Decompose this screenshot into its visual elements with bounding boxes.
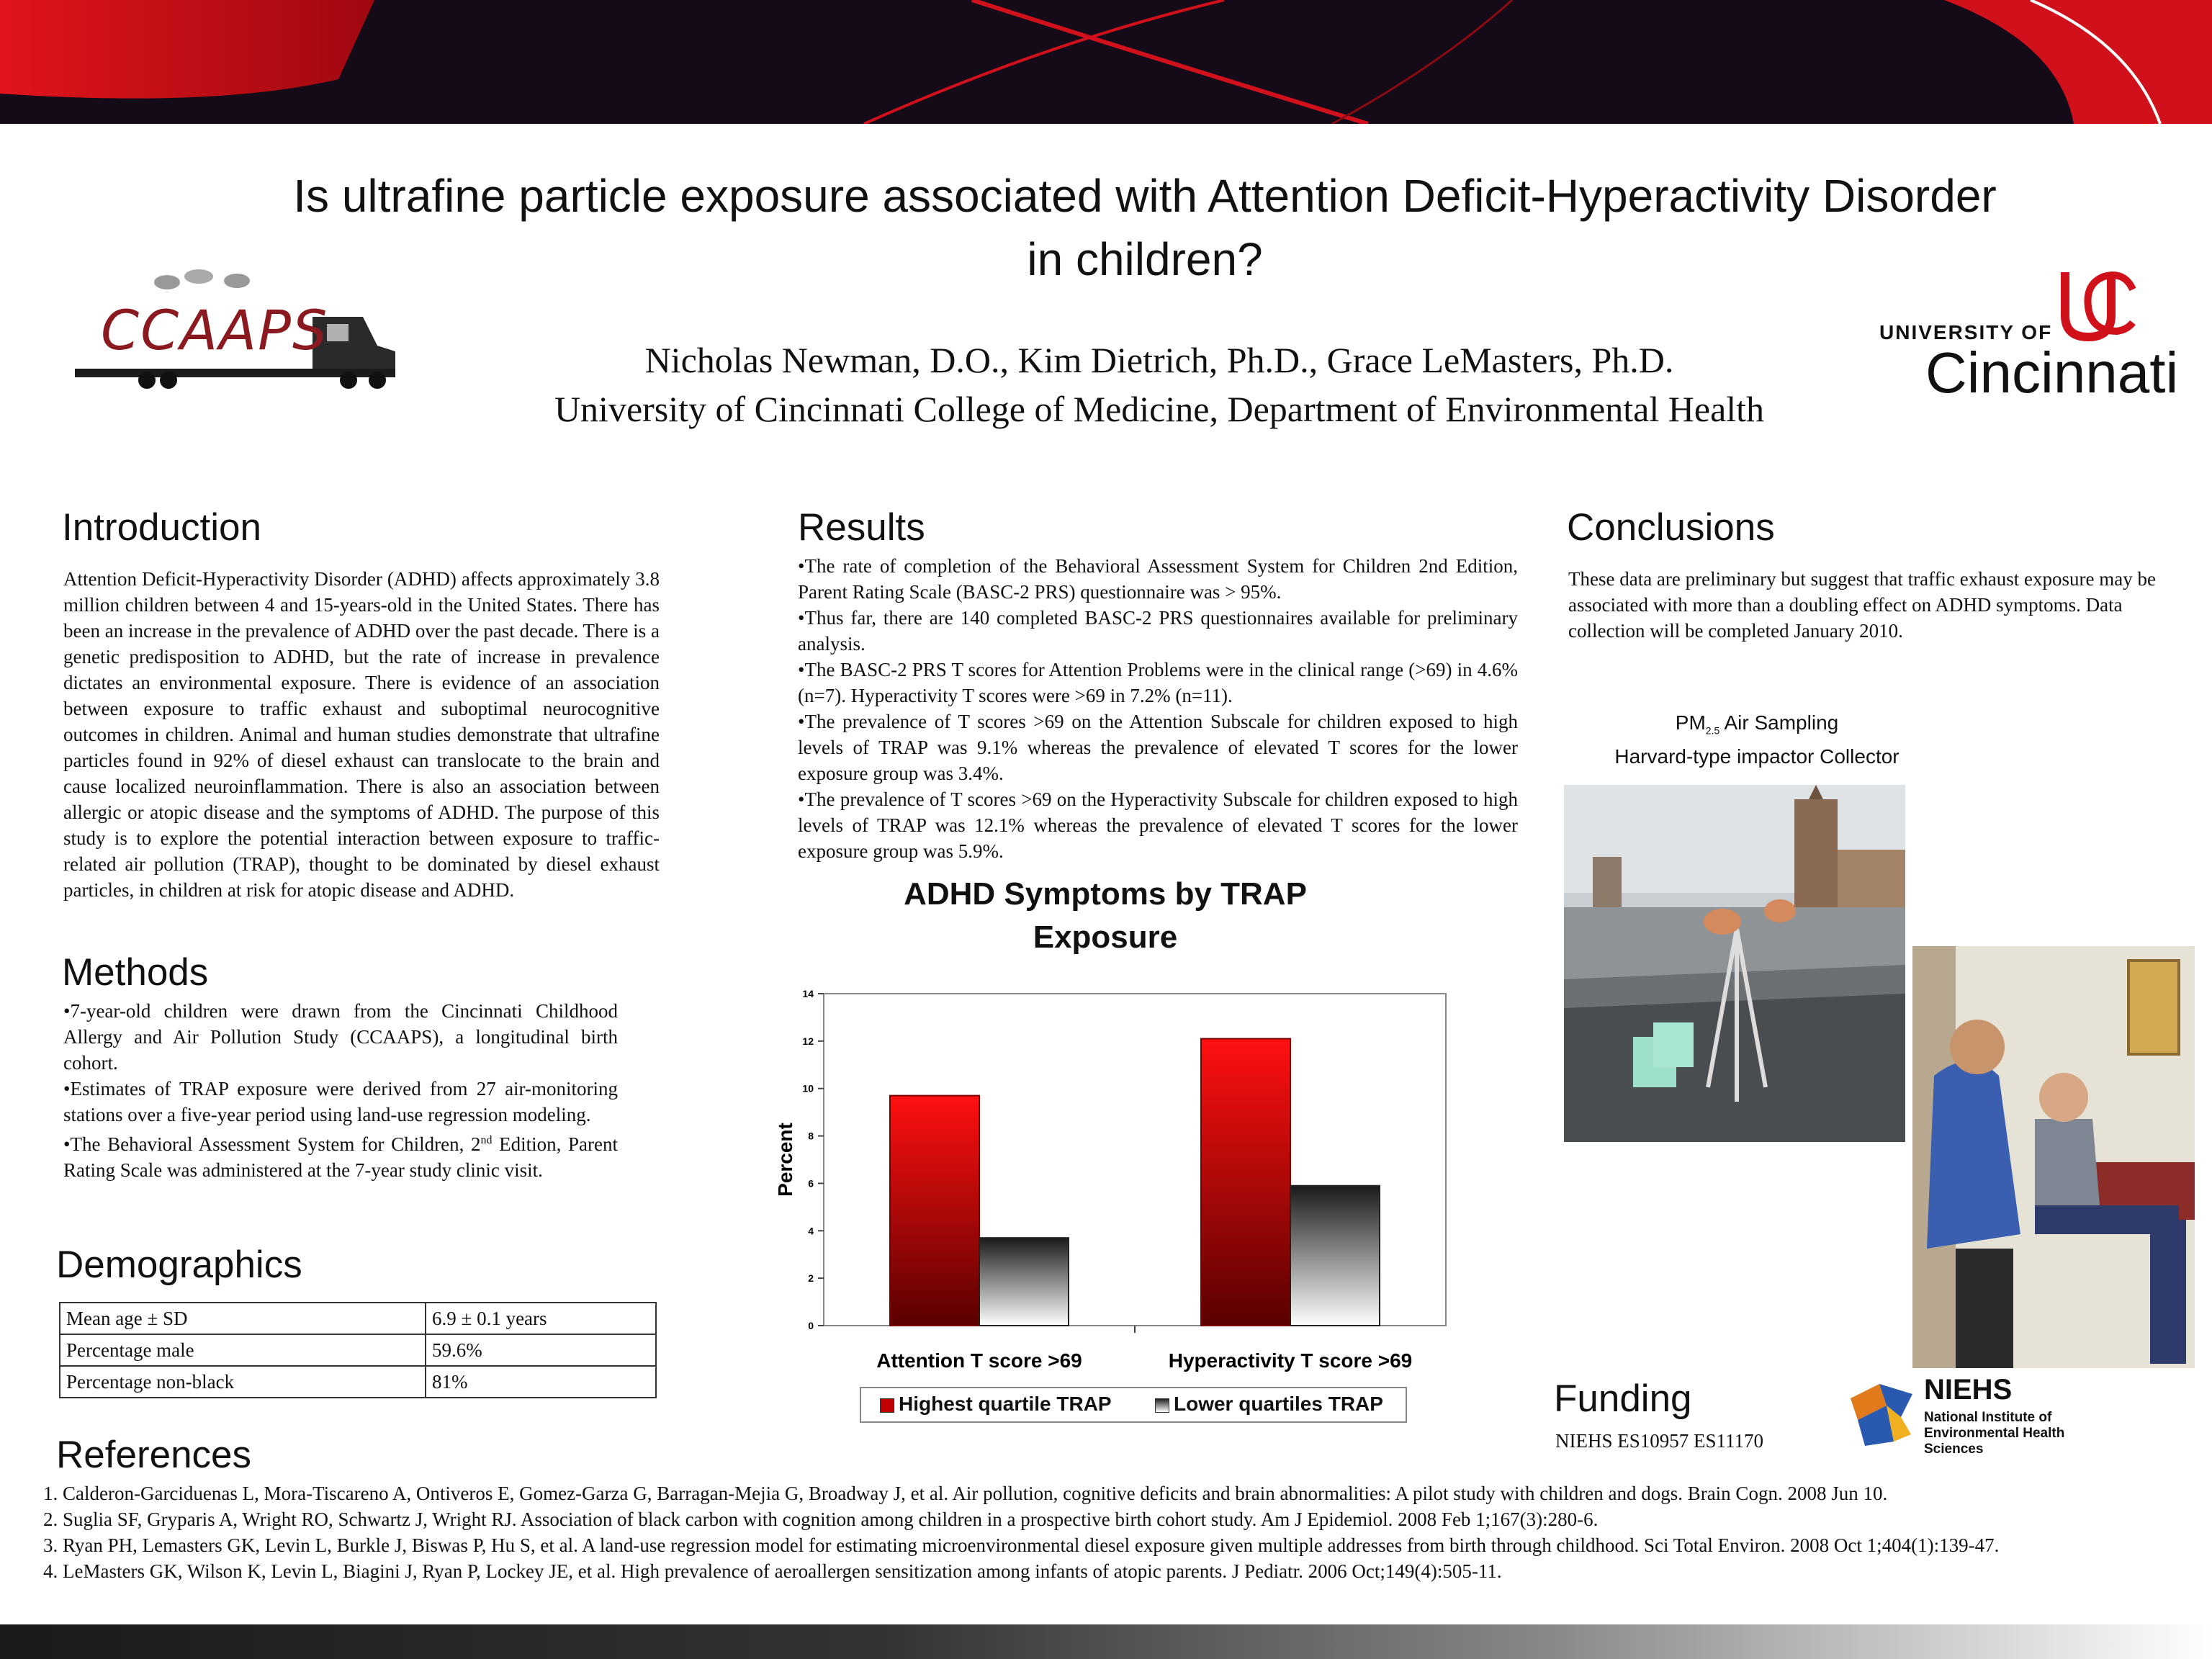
chart-title: ADHD Symptoms by TRAP Exposure <box>904 876 1307 955</box>
results-bullet: •The rate of completion of the Behavioral Assessment System for Children 2nd Edition, Parent Rating Scale (BASC-2 PRS) questionnaire was > 95%. <box>798 555 1518 603</box>
methods-bullet: •Estimates of TRAP exposure were derived from 27 air-monitoring stations over a five-year period using land-use regression modeling. <box>63 1078 618 1125</box>
table-row <box>60 1366 656 1398</box>
authors: Nicholas Newman, D.O., Kim Dietrich, Ph.D., Grace LeMasters, Ph.D. <box>644 340 1674 380</box>
methods-bullet: •7-year-old children were drawn from the Cincinnati Childhood Allergy and Air Pollution Study (CCAAPS), a longitudinal birth cohort. <box>63 1000 618 1074</box>
table-cell: Mean age ± SD <box>60 1303 426 1334</box>
table-cell: Percentage non-black <box>60 1366 426 1398</box>
introduction-text: Attention Deficit-Hyperactivity Disorder (ADHD) affects approximately 3.8 million children between 4 and 15-years-old in the United States. There has been an increase in the prevalence of ADHD over the past decade. There is a genetic predisposition to ADHD, but the rate of increase in prevalence dictates an environmental exposure. There is evidence of an association between exposure to traffic exhaust and suboptimal neurocognitive outcomes in children. Animal and human studies demonstrate that ultrafine particles found in 92% of diesel exhaust can translocate to the brain and cause localized neuroinflammation. There is also an association between allergic or atopic disease and the symptoms of ADHD. The purpose of this study is to explore the potential interaction between exposure to traffic-related air pollution (TRAP), thought to be dominated by diesel exhaust particles, in children at risk for atopic disease and ADHD. <box>63 568 660 901</box>
air-sampler-image <box>1564 785 1905 1142</box>
legend-swatch-highest <box>880 1398 894 1413</box>
results-list <box>798 553 1518 864</box>
bar-lower-quartiles <box>1290 1186 1380 1326</box>
uc-logo-top: UNIVERSITY OF <box>1879 321 2053 343</box>
y-tick-label: 2 <box>808 1272 814 1285</box>
methods-bullet: •The Behavioral Assessment System for Children, 2nd Edition, Parent Rating Scale was administered at the 7-year study clinic visit. <box>63 1133 618 1181</box>
reference-item: 3. Ryan PH, Lemasters GK, Levin L, Burkle J, Biswas P, Hu S, et al. A land-use regression model for estimating microenvironmental diesel exposure given multiple addresses from birth through childhood. Sci Total Environ. 2008 Oct 1;404(1):139-47. <box>43 1534 2000 1556</box>
references-heading: References <box>56 1434 252 1476</box>
demographics-heading: Demographics <box>56 1244 302 1286</box>
photo-caption: $PM_{2.5}$ Air Sampling Harvard-type impactor Collector <box>1614 711 1899 768</box>
affiliation: University of Cincinnati College of Medicine, Department of Environmental Health <box>554 389 1765 429</box>
reference-item: 4. LeMasters GK, Wilson K, Levin L, Biagini J, Ryan P, Lockey JE, et al. High prevalence of aeroallergen sensitization among infants of atopic parents. J Pediatr. 2006 Oct;149(4):505-11. <box>43 1560 1502 1582</box>
references-list <box>43 1480 2175 1584</box>
x-category-label: Attention T score >69 <box>876 1349 1082 1372</box>
poster-title: Is ultrafine particle exposure associated with Attention Deficit-Hyperactivity Disorder in children? <box>293 170 1997 285</box>
ccaaps-logo <box>75 266 399 396</box>
header-banner <box>0 0 2212 124</box>
niehs-line1: National Institute of <box>1924 1410 2052 1425</box>
y-tick-label: 12 <box>802 1035 814 1047</box>
niehs-line2: Environmental Health Sciences <box>1924 1426 2065 1457</box>
demographics-table <box>59 1302 657 1398</box>
clinic-photo <box>1912 946 2195 1368</box>
results-bullet: •The prevalence of T scores >69 on the Attention Subscale for children exposed to high levels of TRAP was 9.1% whereas the prevalence of elevated T scores for the lower exposure group was 3.4%. <box>798 711 1518 784</box>
results-bullet: •The prevalence of T scores >69 on the Hyperactivity Subscale for children exposed to high levels of TRAP was 12.1% whereas the prevalence of elevated T scores for the lower exposure group was 5.9%. <box>798 788 1518 862</box>
y-tick-label: 14 <box>802 988 814 999</box>
ccaaps-logo-text: CCAAPS <box>101 298 329 362</box>
table-cell: 59.6% <box>426 1334 656 1366</box>
reference-item: 1. Calderon-Garciduenas L, Mora-Tiscareno A, Ontiveros E, Gomez-Garza G, Barragan-Mejia G, Broadway J, et al. Air pollution, cognitive deficits and brain abnormalities: A pilot study with children and dogs. Brain Cogn. 2008 Jun 10. <box>43 1483 1888 1504</box>
niehs-logo <box>1843 1374 2117 1457</box>
y-tick-label: 0 <box>808 1320 814 1331</box>
niehs-name: NIEHS <box>1924 1374 2013 1406</box>
bar-highest-quartile <box>890 1096 979 1326</box>
methods-list <box>63 998 618 1183</box>
chart-container <box>763 979 1469 1382</box>
results-bullet: •The BASC-2 PRS T scores for Attention Problems were in the clinical range (>69) in 4.6% (n=7). Hyperactivity T scores were >69 in 7.2% (n=11). <box>798 659 1518 706</box>
funding-heading: Funding <box>1554 1377 1692 1420</box>
table-cell: 81% <box>426 1366 656 1398</box>
clinic-image <box>1912 946 2195 1368</box>
y-tick-label: 8 <box>808 1130 814 1142</box>
legend-label-lower: Lower quartiles TRAP <box>1174 1393 1383 1415</box>
table-cell: Percentage male <box>60 1334 426 1366</box>
methods-heading: Methods <box>62 951 209 994</box>
results-heading: Results <box>798 506 925 549</box>
author-block <box>403 336 1915 433</box>
y-axis-label: Percent <box>774 1123 796 1197</box>
bar-highest-quartile <box>1201 1039 1290 1326</box>
bar-lower-quartiles <box>979 1238 1069 1326</box>
conclusions-heading: Conclusions <box>1567 506 1775 549</box>
funding-text: NIEHS ES10957 ES11170 <box>1555 1430 1764 1452</box>
y-tick-label: 6 <box>808 1177 814 1190</box>
uc-emblem-icon <box>2052 265 2139 344</box>
table-cell: 6.9 ± 0.1 years <box>426 1303 656 1334</box>
introduction-heading: Introduction <box>62 506 261 549</box>
results-bullet: •Thus far, there are 140 completed BASC-2 PRS questionnaires available for preliminary analysis. <box>798 607 1518 655</box>
niehs-emblem-icon <box>1843 1377 1923 1452</box>
y-tick-label: 4 <box>808 1225 814 1237</box>
legend-swatch-lower <box>1155 1398 1169 1413</box>
table-row <box>60 1303 656 1334</box>
x-category-label: Hyperactivity T score >69 <box>1168 1349 1413 1372</box>
uc-logo-bottom: Cincinnati <box>1925 341 2179 405</box>
footer-bar <box>0 1624 2212 1659</box>
chart-legend <box>860 1387 1407 1423</box>
y-tick-label: 10 <box>802 1082 814 1094</box>
reference-item: 2. Suglia SF, Gryparis A, Wright RO, Schwartz J, Wright RJ. Association of black carbon with cognition among children in a prospective birth cohort study. Am J Epidemiol. 2008 Feb 1;167(3):280-6. <box>43 1509 1599 1530</box>
uc-logo <box>1879 265 2182 405</box>
air-sampler-photo <box>1564 785 1905 1142</box>
bar-chart <box>763 979 1469 1382</box>
table-row <box>60 1334 656 1366</box>
conclusions-text: These data are preliminary but suggest that traffic exhaust exposure may be associated with more than a doubling effect on ADHD symptoms. Data collection will be completed January 2010. <box>1568 568 2156 642</box>
legend-label-highest: Highest quartile TRAP <box>899 1393 1112 1415</box>
banner-graphic <box>0 0 2212 124</box>
